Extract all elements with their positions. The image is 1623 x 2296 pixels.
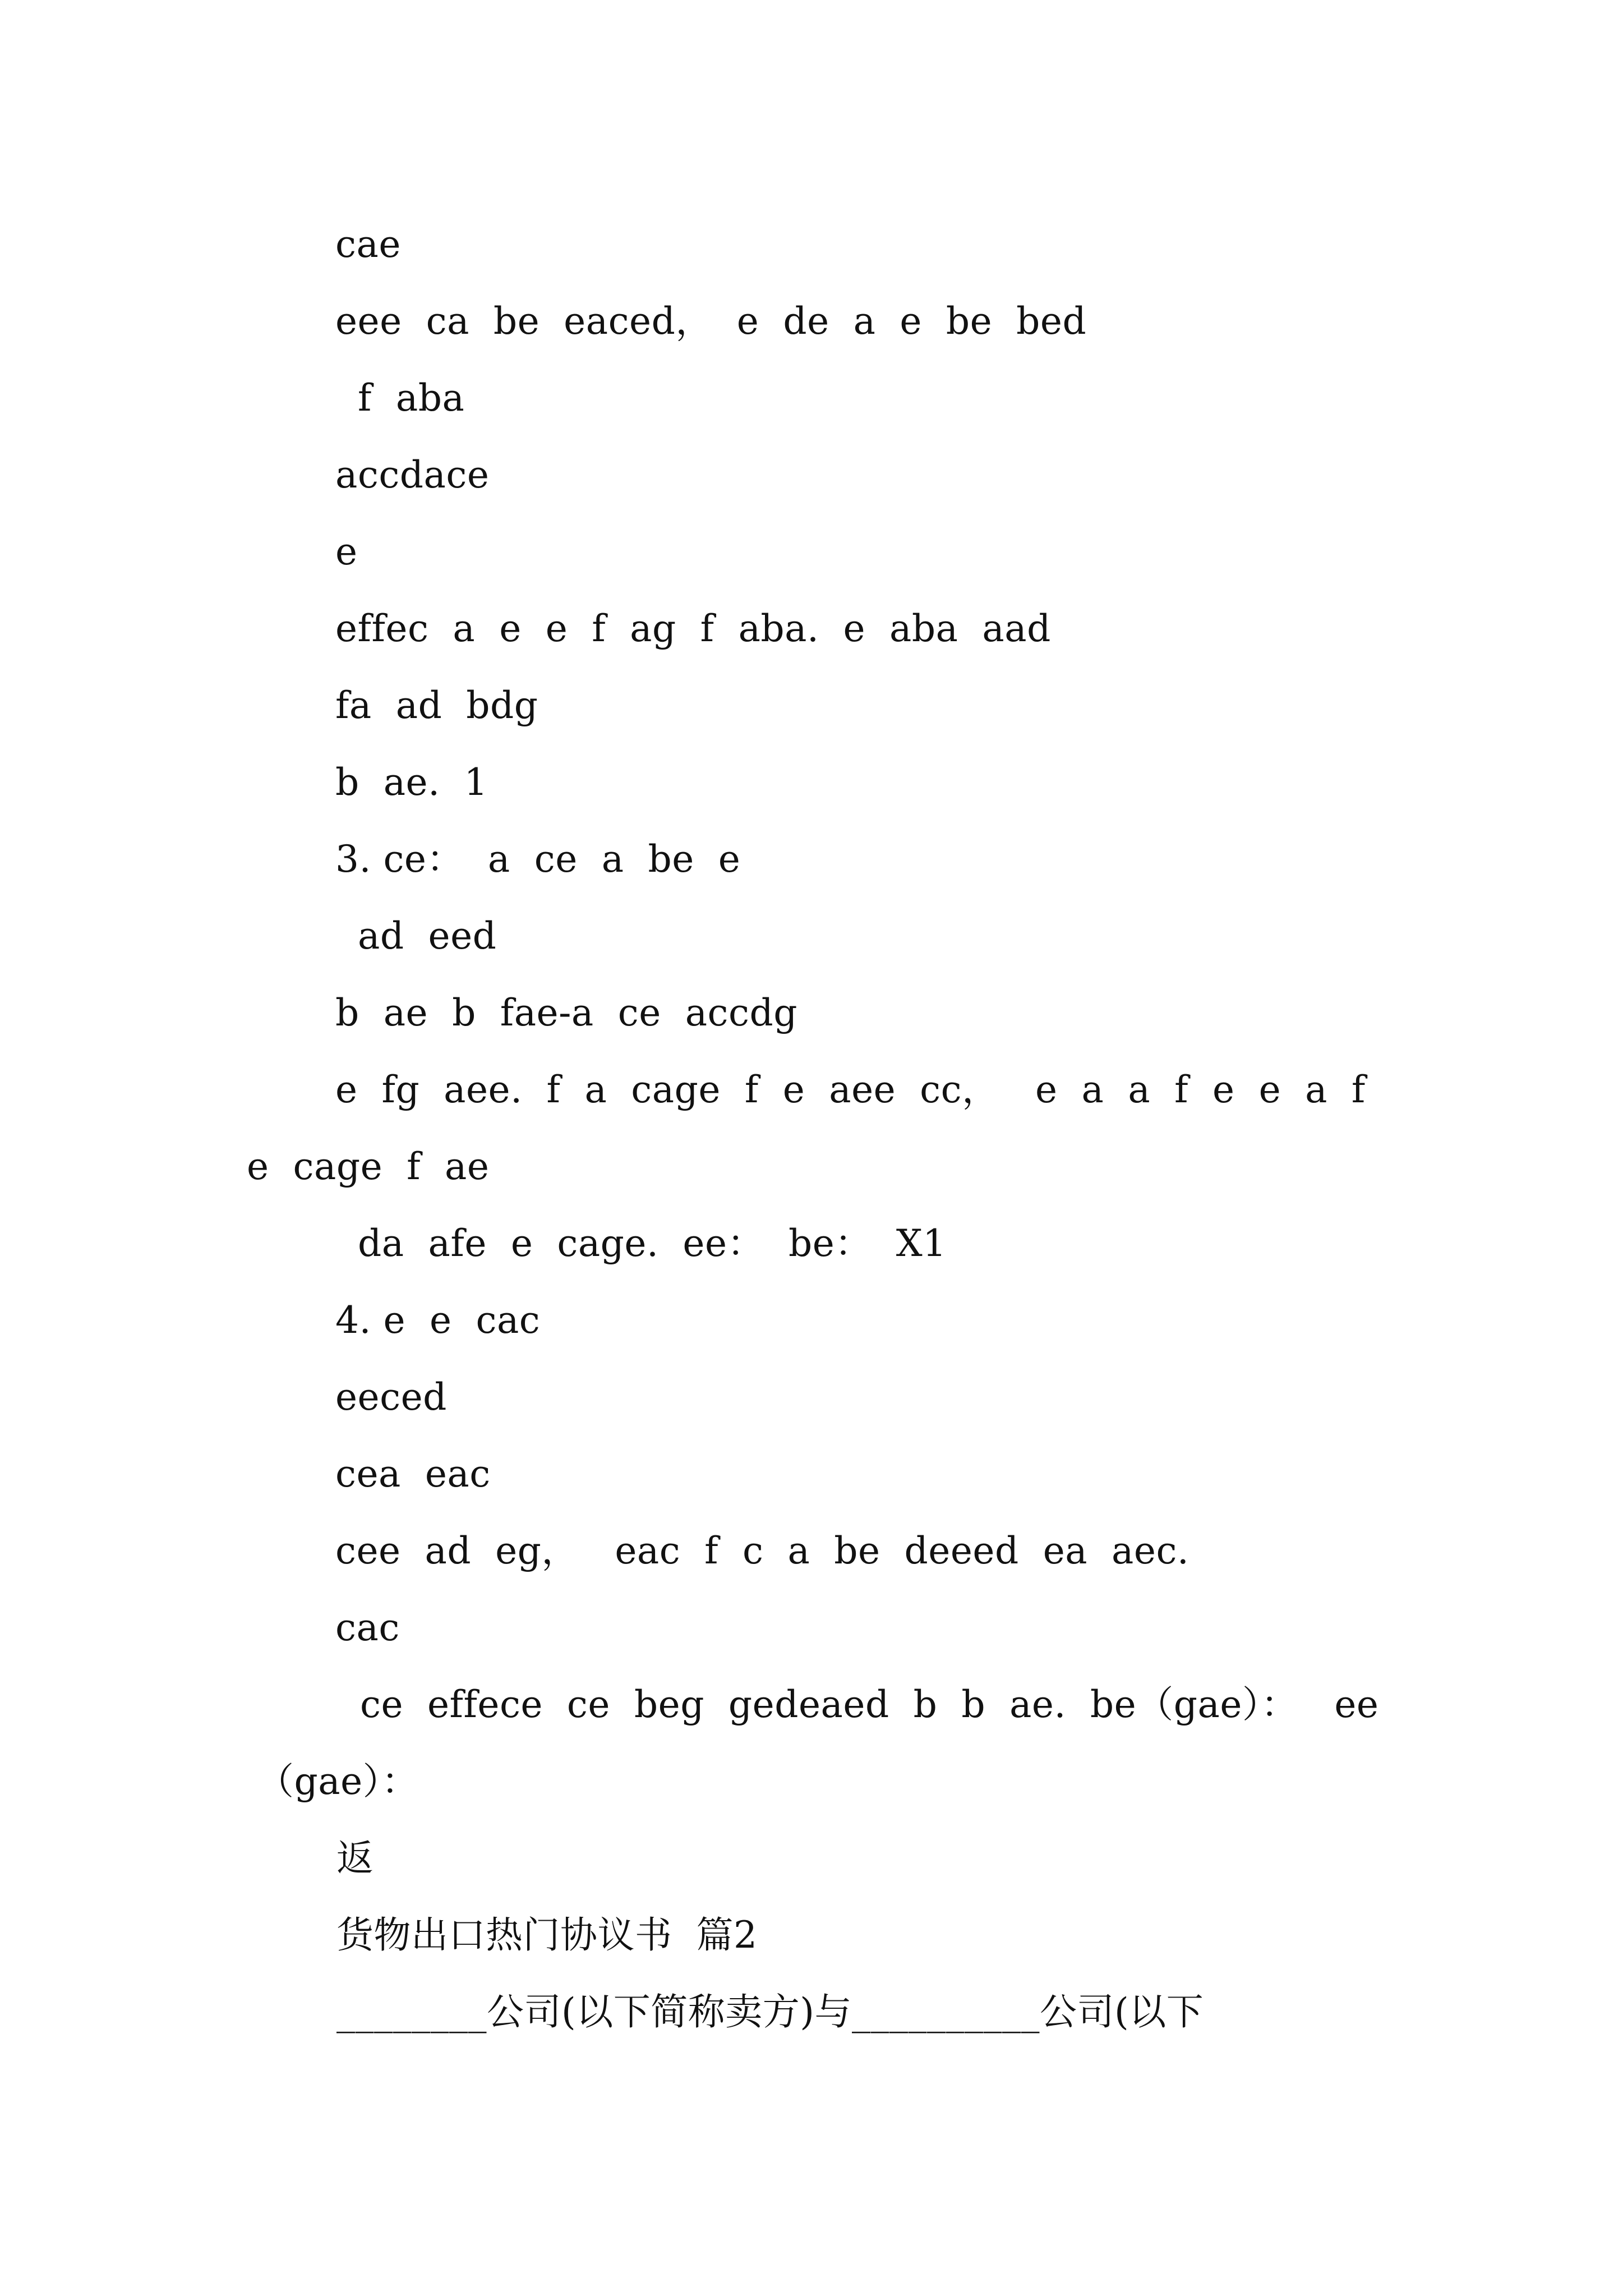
text-line: ce effece ce beg gedeaed b b ae. be（gae）： ee bbox=[360, 1683, 1379, 1726]
text-line: ad eed bbox=[358, 914, 497, 958]
text-line: cea eac bbox=[335, 1452, 491, 1496]
text-line: b ae. 1 bbox=[335, 761, 488, 804]
text-line: accdace bbox=[335, 453, 490, 496]
text-line: 3. ce： a ce a be e bbox=[335, 838, 741, 881]
section-heading: 货物出口热门协议书 篇2 bbox=[336, 1913, 758, 1957]
text-line: cae bbox=[335, 223, 401, 266]
text-line: eeced bbox=[335, 1375, 447, 1419]
return-text: 返 bbox=[336, 1837, 374, 1880]
text-line: effec a e e f ag f aba. e aba aad bbox=[335, 607, 1051, 650]
text-line: b ae b fae-a ce accdg bbox=[335, 991, 797, 1034]
text-line: （gae）： bbox=[257, 1760, 419, 1803]
text-line: da afe e cage. ee： be： X1 bbox=[358, 1222, 947, 1265]
text-line: e bbox=[335, 530, 358, 573]
contract-party-line: ________公司(以下简称卖方)与__________公司(以下 bbox=[336, 1990, 1204, 2033]
text-line: e cage f ae bbox=[247, 1145, 490, 1188]
text-line: f aba bbox=[358, 376, 465, 420]
text-line: 4. e e cac bbox=[335, 1299, 541, 1342]
text-line: eee ca be eaced， e de a e be bed bbox=[335, 300, 1087, 343]
text-line: cac bbox=[335, 1606, 400, 1649]
text-line: cee ad eg， eac f c a be deeed ea aec. bbox=[335, 1529, 1189, 1572]
text-line: e fg aee. f a cage f e aee cc， e a a f e e a f bbox=[335, 1068, 1366, 1111]
text-line: fa ad bdg bbox=[335, 684, 538, 727]
